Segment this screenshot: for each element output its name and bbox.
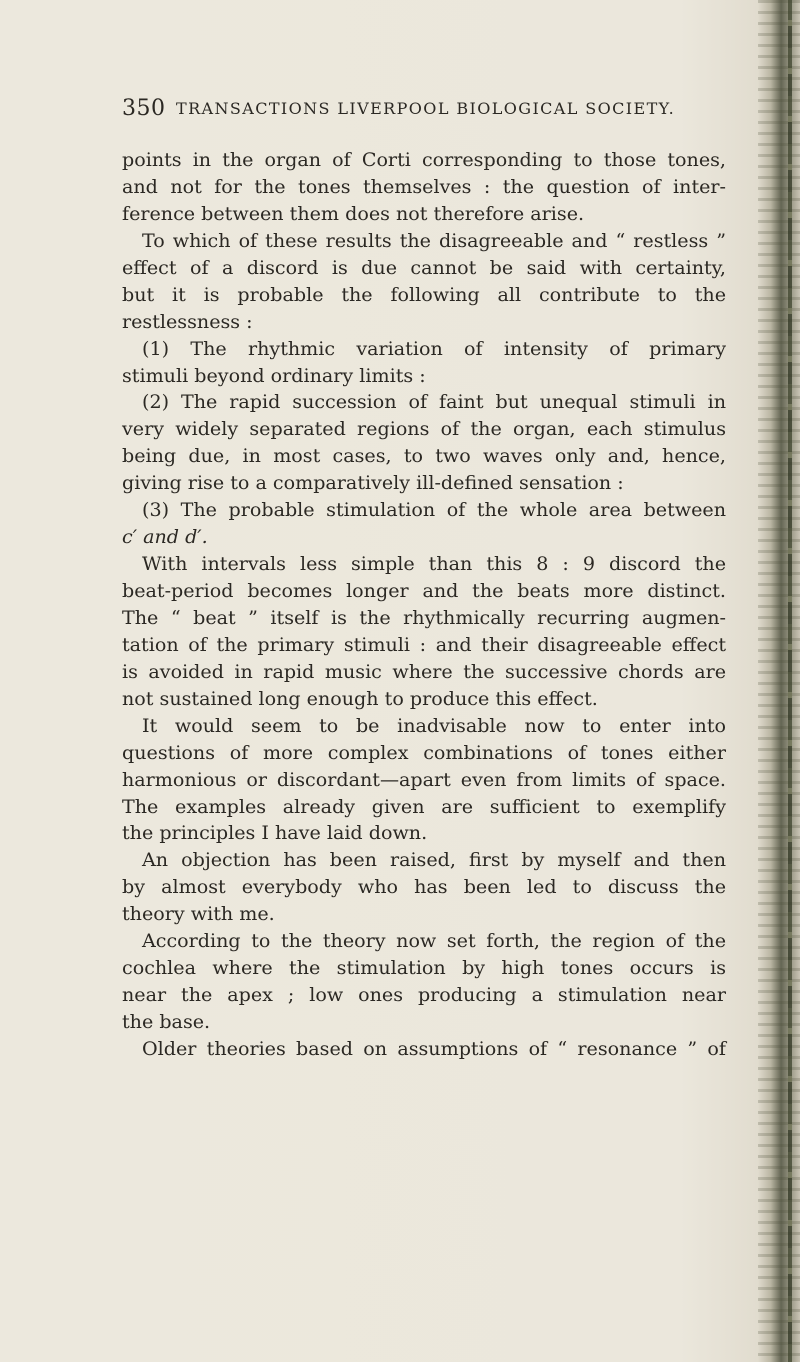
text-line: and not for the tones themselves : the question of inter- <box>122 174 726 198</box>
text-line: restlessness : <box>122 309 253 333</box>
text-line: the principles I have laid down. <box>122 821 428 845</box>
page-number: 350 <box>122 96 166 121</box>
text-line: (1) The rhythmic variation of intensity of primary <box>142 336 726 360</box>
text-line: giving rise to a comparatively ill-defined sensation : <box>122 471 624 495</box>
text-line: near the apex ; low ones producing a stimulation near <box>122 983 726 1007</box>
text-line: stimuli beyond ordinary limits : <box>122 363 426 387</box>
text-line: theory with me. <box>122 902 275 926</box>
text-line: by almost everybody who has been led to discuss the <box>122 875 726 899</box>
text-line: ference between them does not therefore arise. <box>122 201 585 225</box>
text-line: is avoided in rapid music where the successive chords are <box>122 659 726 683</box>
text-line: To which of these results the disagreeable and “ restless ” <box>142 228 726 252</box>
text-line: tation of the primary stimuli : and their disagreeable effect <box>122 632 726 656</box>
text-line: (3) The probable stimulation of the whole area between <box>142 498 726 522</box>
text-line: (2) The rapid succession of faint but unequal stimuli in <box>142 390 726 414</box>
page-header <box>122 96 722 126</box>
text-line: c′ and d′. <box>122 525 208 549</box>
text-line: harmonious or discordant—apart even from limits of space. <box>122 767 726 791</box>
text-line: According to the theory now set forth, the region of the <box>142 929 726 953</box>
text-line: questions of more complex combinations of tones either <box>122 740 726 764</box>
text-line: the base. <box>122 1010 211 1033</box>
text-line: effect of a discord is due cannot be said with certainty, <box>122 255 726 279</box>
text-line: beat-period becomes longer and the beats more distinct. <box>122 579 726 602</box>
text-line: very widely separated regions of the organ, each stimulus <box>122 417 726 441</box>
text-line: It would seem to be inadvisable now to enter into <box>142 713 726 737</box>
text-line: being due, in most cases, to two waves only and, hence, <box>122 444 726 468</box>
text-line: points in the organ of Corti corresponding to those tones, <box>122 148 726 171</box>
text-line: The “ beat ” itself is the rhythmically recurring augmen- <box>122 605 726 629</box>
text-line: Older theories based on assumptions of “ resonance ” of <box>142 1036 726 1060</box>
text-line: cochlea where the stimulation by high tones occurs is <box>122 956 726 980</box>
text-line: With intervals less simple than this 8 : 9 discord the <box>142 552 726 576</box>
text-line: but it is probable the following all contribute to the <box>122 282 726 306</box>
body-text <box>122 147 726 1063</box>
running-title: TRANSACTIONS LIVERPOOL BIOLOGICAL SOCIETY. <box>176 99 676 118</box>
binding-stitching <box>788 0 792 1362</box>
text-line: The examples already given are sufficient to exemplify <box>122 794 726 818</box>
text-line: An objection has been raised, first by myself and then <box>142 848 726 872</box>
book-binding-edge <box>758 0 800 1362</box>
text-line: not sustained long enough to produce this effect. <box>122 686 598 710</box>
